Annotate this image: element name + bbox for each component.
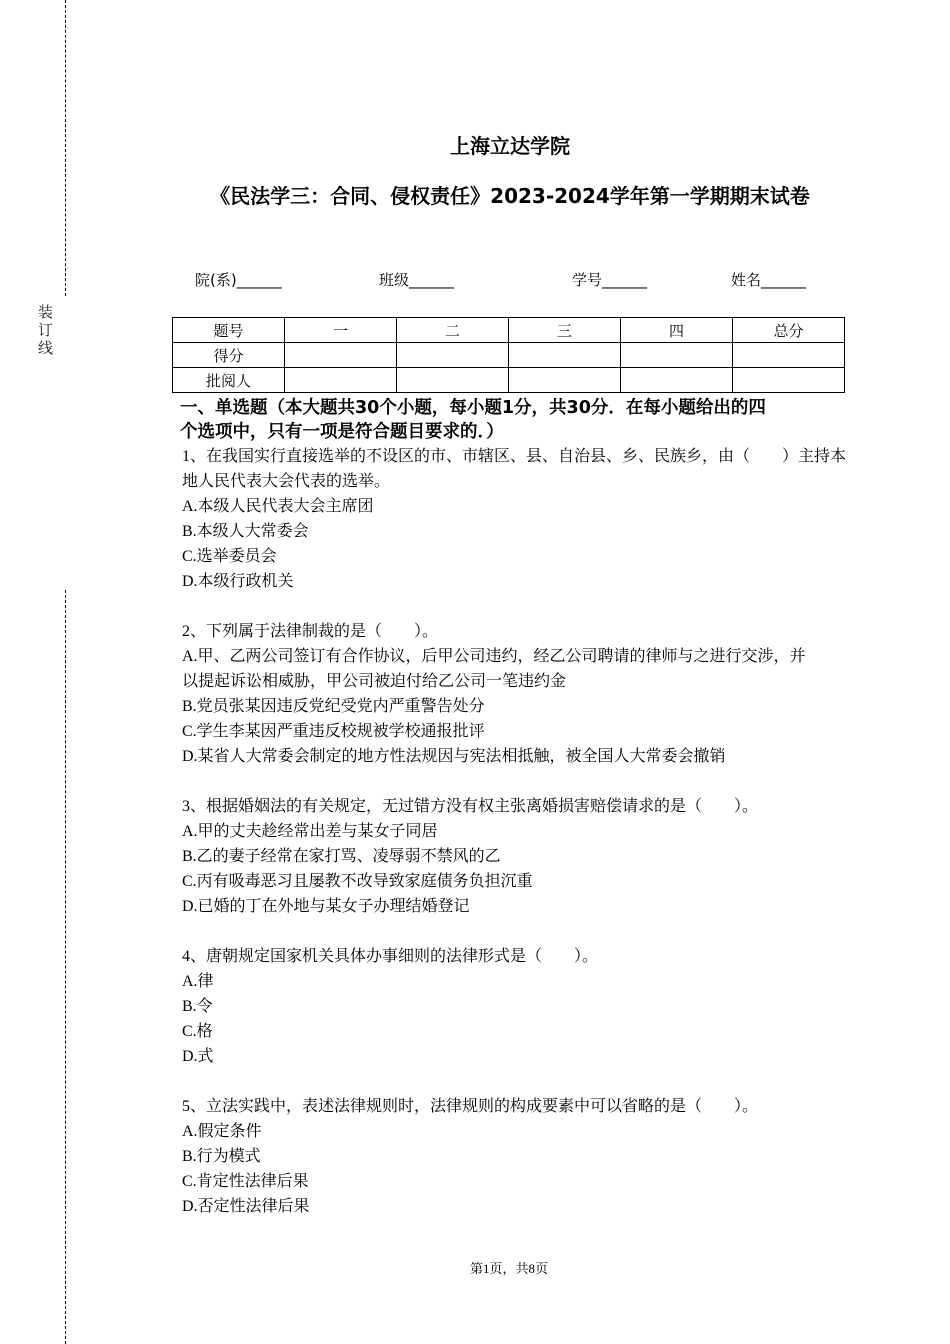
grader-cell [733, 368, 845, 393]
question-text: 地人民代表大会代表的选举。 [182, 473, 391, 490]
page-footer: 第1页，共8页 [469, 1261, 548, 1276]
answer-option: D.否定性法律后果 [182, 1198, 310, 1215]
info-class: 班级______ [379, 271, 455, 289]
answer-option: D.本级行政机关 [182, 573, 294, 590]
question-text: 4、唐朝规定国家机关具体办事细则的法律形式是（ ）。 [182, 948, 599, 965]
question-2 [182, 619, 842, 769]
binding-label: 装订线 [38, 303, 54, 357]
info-name: 姓名______ [731, 271, 807, 289]
question-5 [182, 1094, 842, 1219]
header-cell: 四 [621, 318, 733, 343]
answer-option: B.本级人大常委会 [182, 523, 309, 540]
binding-line-bottom [65, 590, 66, 1344]
question-3 [182, 794, 842, 919]
score-cell [397, 343, 509, 368]
question-text: 2、下列属于法律制裁的是（ ）。 [182, 623, 439, 640]
section-heading-line: 个选项中，只有一项是符合题目要求的．） [180, 422, 504, 442]
answer-option: B.行为模式 [182, 1148, 261, 1165]
question-list [182, 444, 847, 1219]
row-label: 批阅人 [173, 368, 285, 393]
question-text: 以提起诉讼相威胁，甲公司被迫付给乙公司一笔违约金 [182, 673, 567, 690]
answer-option: A.本级人民代表大会主席团 [182, 498, 374, 515]
grader-cell [285, 368, 397, 393]
answer-option: C.肯定性法律后果 [182, 1173, 309, 1190]
answer-option: A.律 [182, 973, 214, 990]
exam-content [180, 396, 847, 1244]
answer-option: C.丙有吸毒恶习且屡教不改导致家庭债务负担沉重 [182, 873, 533, 890]
answer-option: D.式 [182, 1048, 214, 1065]
answer-option: C.选举委员会 [182, 548, 277, 565]
answer-option: B.令 [182, 998, 213, 1015]
score-cell [621, 343, 733, 368]
score-cell [285, 343, 397, 368]
answer-option: C.学生李某因严重违反校规被学校通报批评 [182, 723, 485, 740]
answer-option: A.甲、乙两公司签订有合作协议，后甲公司违约，经乙公司聘请的律师与之进行交涉，并 [182, 648, 806, 665]
school-name: 上海立达学院 [450, 134, 570, 158]
header-cell: 三 [509, 318, 621, 343]
score-cell [733, 343, 845, 368]
answer-option: A.甲的丈夫趁经常出差与某女子同居 [182, 823, 438, 840]
section-heading-line: 一、单选题（本大题共30个小题，每小题1分，共30分．在每小题给出的四 [180, 398, 766, 418]
header-cell: 二 [397, 318, 509, 343]
question-1 [182, 444, 847, 594]
question-text: 1、在我国实行直接选举的不设区的市、市辖区、县、自治县、乡、民族乡，由（ ）主持本 [182, 448, 847, 465]
answer-option: B.党员张某因违反党纪受党内严重警告处分 [182, 698, 485, 715]
header-cell: 总分 [733, 318, 845, 343]
grader-cell [621, 368, 733, 393]
grader-row [173, 368, 845, 393]
header-cell: 题号 [173, 318, 285, 343]
score-table [172, 317, 845, 393]
header-cell: 一 [285, 318, 397, 343]
answer-option: A.假定条件 [182, 1123, 262, 1140]
answer-option: D.某省人大常委会制定的地方性法规因与宪法相抵触，被全国人大常委会撤销 [182, 748, 726, 765]
score-table-header [173, 318, 845, 343]
score-row [173, 343, 845, 368]
answer-option: B.乙的妻子经常在家打骂、凌辱弱不禁风的乙 [182, 848, 501, 865]
exam-title: 《民法学三：合同、侵权责任》2023-2024学年第一学期期末试卷 [210, 184, 810, 208]
answer-option: C.格 [182, 1023, 213, 1040]
grader-cell [509, 368, 621, 393]
answer-option: D.已婚的丁在外地与某女子办理结婚登记 [182, 898, 470, 915]
section-heading [180, 396, 842, 444]
question-text: 3、根据婚姻法的有关规定，无过错方没有权主张离婚损害赔偿请求的是（ ）。 [182, 798, 759, 815]
info-student-id: 学号______ [572, 271, 648, 289]
grader-cell [397, 368, 509, 393]
row-label: 得分 [173, 343, 285, 368]
info-department: 院(系)______ [195, 271, 282, 289]
question-text: 5、立法实践中，表述法律规则时，法律规则的构成要素中可以省略的是（ ）。 [182, 1098, 759, 1115]
question-4 [182, 944, 842, 1069]
score-cell [509, 343, 621, 368]
